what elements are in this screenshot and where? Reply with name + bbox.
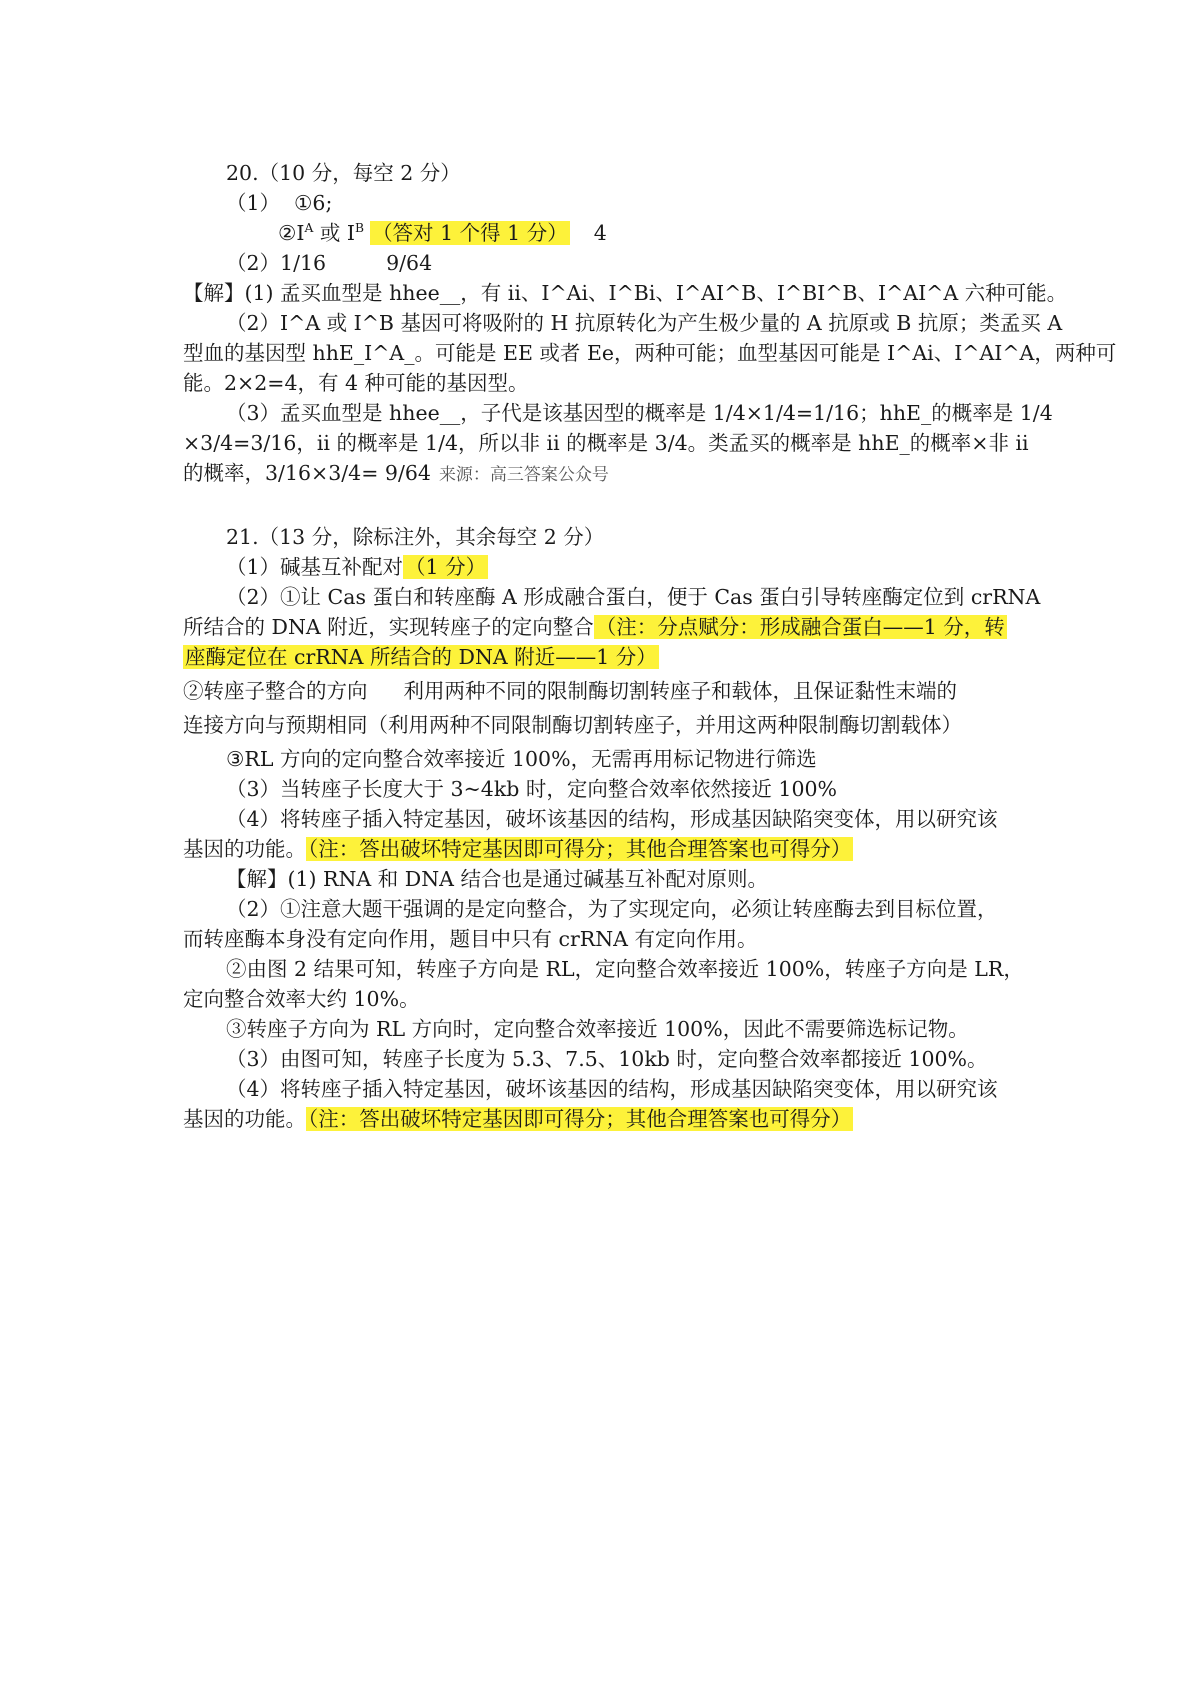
q21-explanation-line-1: 【解】(1) RNA 和 DNA 结合也是通过碱基互补配对原则。 [226, 867, 768, 891]
q20-a1b-mid: 或 I [313, 221, 356, 245]
q21-answer-3: （3）当转座子长度大于 3~4kb 时，定向整合效率依然接近 100% [226, 777, 838, 801]
q21-a1-scoring-note: （1 分） [405, 555, 487, 579]
q21-answer-2-line-1: （2）①让 Cas 蛋白和转座酶 A 形成融合蛋白，便于 Cas 蛋白引导转座酶定位到 crRNA [226, 585, 1041, 609]
q21-explanation-line-6: ③转座子方向为 RL 方向时，定向整合效率接近 100%，因此不需要筛选标记物。 [226, 1017, 969, 1041]
q20-explanation-line-5: （3）孟买血型是 hhee__，子代是该基因型的概率是 1/4×1/4=1/16；hhE_的概率是 1/4 [226, 401, 1053, 425]
q20-explanation-line-7 [183, 458, 609, 490]
q21-a4-scoring-note: （注：答出破坏特定基因即可得分；其他合理答案也可得分） [308, 837, 852, 861]
q21-explanation-line-2: （2）①注意大题干强调的是定向整合，为了实现定向，必须让转座酶去到目标位置， [226, 897, 998, 921]
q20-explanation-line-1: 【解】(1) 孟买血型是 hhee__，有 ii、I^Ai、I^Bi、I^AI^B、I^BI^B、I^AI^A 六种可能。 [183, 281, 1068, 305]
q21-a2-scoring-note-1: （注：分点赋分：形成融合蛋白——1 分，转 [595, 615, 1005, 639]
q21-explanation-line-9 [183, 1104, 853, 1134]
q20-a1b-scoring-note: （答对 1 个得 1 分） [372, 221, 568, 245]
q20-explanation-line-4: 能。2×2=4，有 4 种可能的基因型。 [183, 371, 529, 395]
q21-a1-text: （1）碱基互补配对 [226, 555, 404, 579]
q20-a1b-sup-a: A [304, 221, 314, 236]
q21-exp-scoring-note: （注：答出破坏特定基因即可得分；其他合理答案也可得分） [308, 1107, 852, 1131]
q21-a2-line2-text: 所结合的 DNA 附近，实现转座子的定向整合 [183, 615, 594, 639]
q21-explanation-line-5: 定向整合效率大约 10%。 [183, 987, 420, 1011]
q20-answer-1 [226, 188, 332, 218]
q20-a2-value: 9/64 [386, 251, 433, 275]
source-watermark: 来源：高三答案公众号 [438, 465, 609, 485]
q21-a2b-line1b: 利用两种不同的限制酶切割转座子和载体，且保证黏性末端的 [403, 679, 957, 703]
q20-a1-label: （1） [226, 191, 281, 215]
q21-answer-2b-line-2: 连接方向与预期相同（利用两种不同限制酶切割转座子，并用这两种限制酶切割载体） [183, 713, 962, 737]
q20-answer-1b [278, 218, 607, 248]
q20-a1b-value: 4 [593, 221, 607, 245]
q21-answer-4-line-1: （4）将转座子插入特定基因，破坏该基因的结构，形成基因缺陷突变体，用以研究该 [226, 807, 998, 831]
q21-explanation-line-4: ②由图 2 结果可知，转座子方向是 RL，定向整合效率接近 100%，转座子方向是 LR， [226, 957, 1024, 981]
q21-explanation-line-7: （3）由图可知，转座子长度为 5.3、7.5、10kb 时，定向整合效率都接近 100%。 [226, 1047, 988, 1071]
q21-answer-2-line-3 [183, 642, 659, 672]
q20-explanation-line-3: 型血的基因型 hhE_I^A_。可能是 EE 或者 Ee，两种可能；血型基因可能是 I^Ai、I^AI^A，两种可 [183, 341, 1117, 365]
q20-a1b-prefix: ②I [278, 221, 305, 245]
q21-explanation-line-8: （4）将转座子插入特定基因，破坏该基因的结构，形成基因缺陷突变体，用以研究该 [226, 1077, 998, 1101]
q20-explanation-line-6: ×3/4=3/16，ii 的概率是 1/4，所以非 ii 的概率是 3/4。类孟买的概率是 hhE_的概率×非 ii [183, 431, 1029, 455]
q21-heading: 21.（13 分，除标注外，其余每空 2 分） [226, 525, 605, 549]
q21-answer-2b-line-1 [183, 676, 957, 706]
q21-answer-4-line-2 [183, 834, 853, 864]
q20-a2-label: （2）1/16 [226, 251, 327, 275]
q21-a2-scoring-note-2: 座酶定位在 crRNA 所结合的 DNA 附近——1 分） [185, 645, 657, 669]
q21-answer-2c: ③RL 方向的定向整合效率接近 100%，无需再用标记物进行筛选 [226, 747, 817, 771]
q21-a2b-line1a: ②转座子整合的方向 [183, 679, 368, 703]
q21-answer-1 [226, 552, 488, 582]
q20-a1b-sup-b: B [355, 221, 365, 236]
q20-heading: 20.（10 分，每空 2 分） [226, 161, 461, 185]
q20-a1-item: ①6; [294, 191, 333, 215]
q20-exp-line7-text: 的概率，3/16×3/4= 9/64 [183, 461, 431, 485]
q20-answer-2 [226, 248, 432, 278]
q20-explanation-line-2: （2）I^A 或 I^B 基因可将吸附的 H 抗原转化为产生极少量的 A 抗原或 B 抗原；类孟买 A [226, 311, 1063, 335]
q21-a4-line2-text: 基因的功能。 [183, 837, 306, 861]
q21-explanation-line-3: 而转座酶本身没有定向作用，题目中只有 crRNA 有定向作用。 [183, 927, 758, 951]
q21-answer-2-line-2 [183, 612, 1007, 642]
q21-exp-line9-text: 基因的功能。 [183, 1107, 306, 1131]
